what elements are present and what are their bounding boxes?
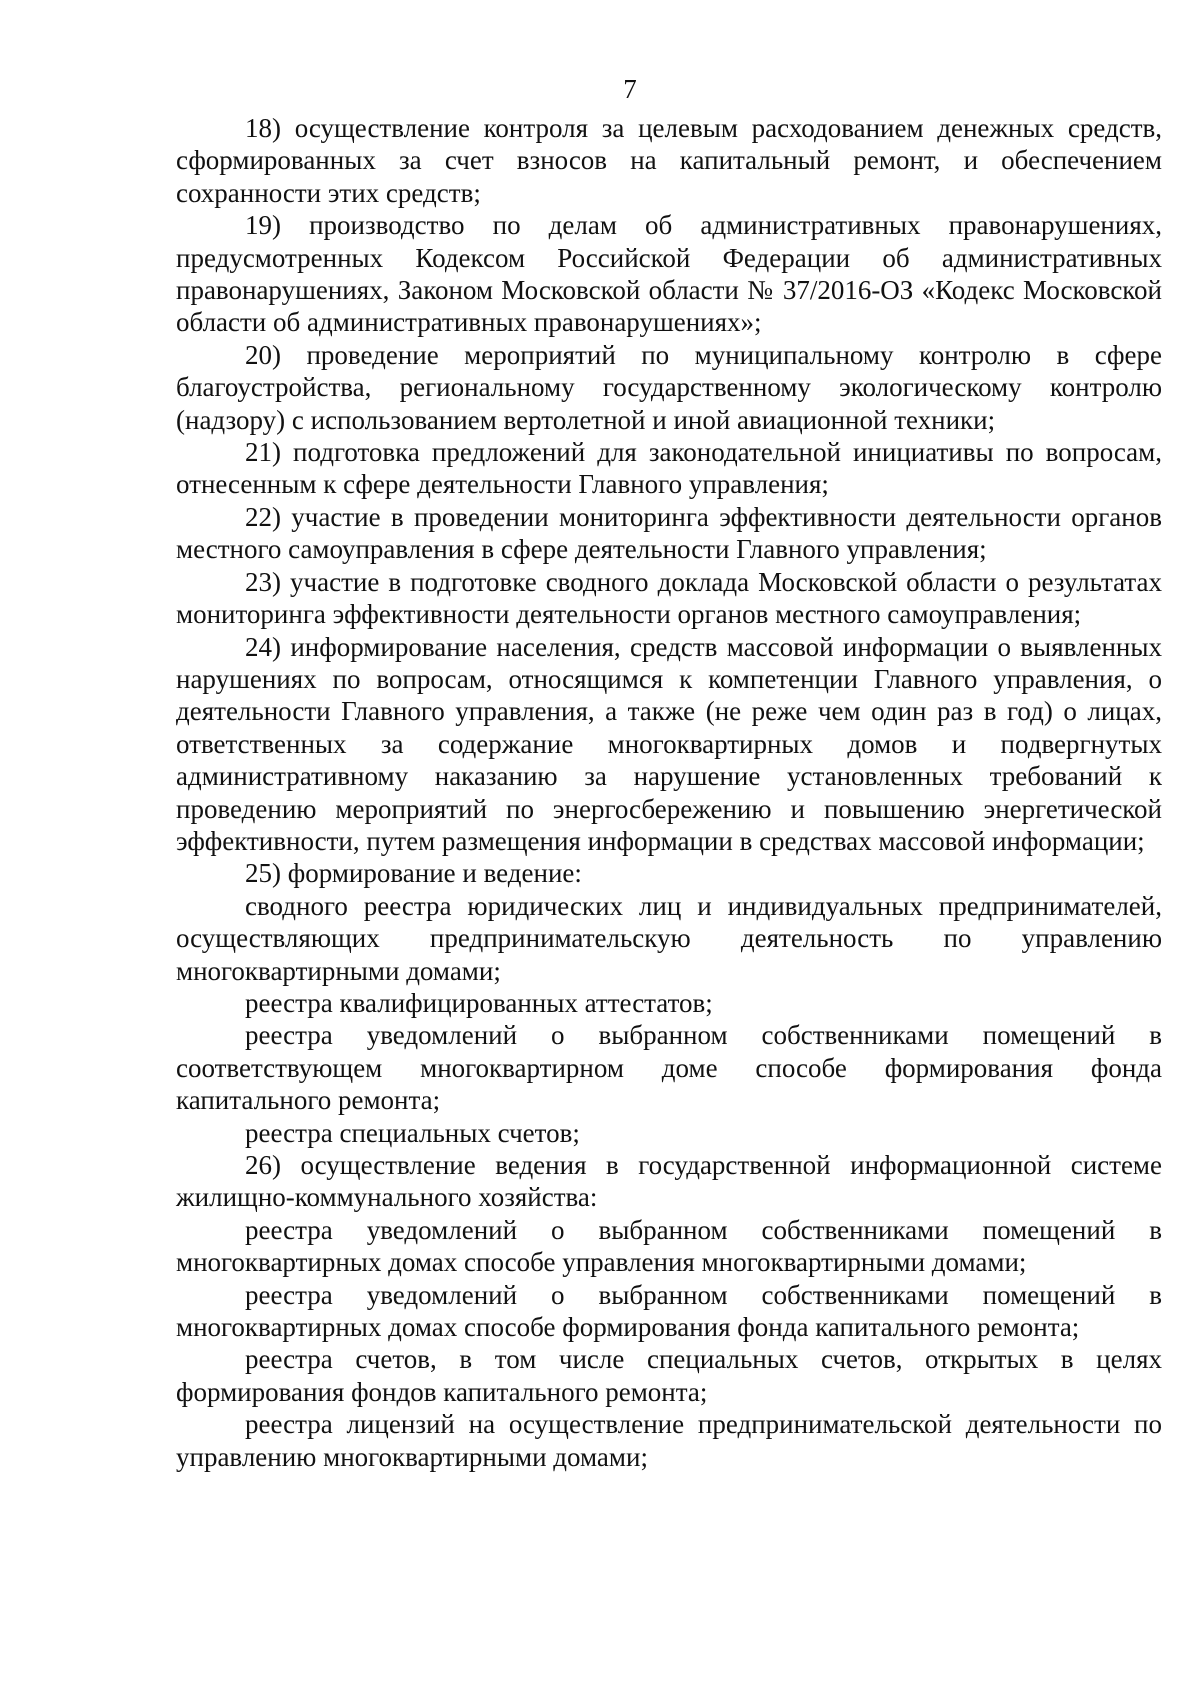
list-item-26: 26) осуществление ведения в государственной информационной системе жилищно-коммунального хозяйства: bbox=[176, 1150, 1162, 1213]
document-body bbox=[176, 112, 1162, 1473]
list-item-24: 24) информирование населения, средств массовой информации о выявленных нарушениях по вопросам, относящимся к компетенции Главного управления, о деятельности Главного управления, а также (не реже чем один раз в год) о лицах, ответственных за содержание многоквартирных домов и подвергнутых административному наказанию за нарушение установленных требований к проведению мероприятий по энергосбережению и повышению энергетической эффективности, путем размещения информации в средствах массовой информации; bbox=[176, 631, 1162, 856]
list-item-19: 19) производство по делам об административных правонарушениях, предусмотренных Кодексом Российской Федерации об административных правонарушениях, Законом Московской области № 37/2016-ОЗ «Кодекс Московской области об административных правонарушениях»; bbox=[176, 210, 1162, 338]
sub-item-management-notifications: реестра уведомлений о выбранном собственниками помещений в многоквартирных домах способе управления многоквартирными домами; bbox=[176, 1214, 1162, 1278]
list-item-22: 22) участие в проведении мониторинга эффективности деятельности органов местного самоуправления в сфере деятельности Главного управления; bbox=[176, 501, 1162, 565]
list-item-18: 18) осуществление контроля за целевым расходованием денежных средств, сформированных за счет взносов на капитальный ремонт, и обеспечением сохранности этих средств; bbox=[176, 113, 1162, 208]
sub-item-licenses-registry: реестра лицензий на осуществление предпринимательской деятельности по управлению многоквартирными домами; bbox=[176, 1409, 1162, 1472]
sub-item-special-accounts-registry: реестра специальных счетов; bbox=[245, 1117, 580, 1148]
sub-item-consolidated-registry: сводного реестра юридических лиц и индивидуальных предпринимателей, осуществляющих предпринимательскую деятельность по управлению многоквартирными домами; bbox=[176, 890, 1162, 986]
sub-item-notifications-registry: реестра уведомлений о выбранном собственниками помещений в соответствующем многоквартирном доме способе формирования фонда капитального ремонта; bbox=[176, 1020, 1162, 1116]
sub-item-certificates-registry: реестра квалифицированных аттестатов; bbox=[245, 987, 713, 1018]
page-number: 7 bbox=[623, 74, 637, 104]
sub-item-accounts-registry: реестра счетов, в том числе специальных счетов, открытых в целях формирования фондов капитального ремонта; bbox=[176, 1344, 1162, 1407]
list-item-25: 25) формирование и ведение: bbox=[245, 858, 582, 889]
list-item-20: 20) проведение мероприятий по муниципальному контролю в сфере благоустройства, региональному государственному экологическому контролю (надзору) с использованием вертолетной и иной авиационной техники; bbox=[176, 339, 1162, 435]
list-item-23: 23) участие в подготовке сводного доклада Московской области о результатах мониторинга эффективности деятельности органов местного самоуправления; bbox=[176, 566, 1162, 630]
list-item-21: 21) подготовка предложений для законодательной инициативы по вопросам, отнесенным к сфере деятельности Главного управления; bbox=[176, 437, 1162, 500]
sub-item-fund-notifications: реестра уведомлений о выбранном собственниками помещений в многоквартирных домах способе формирования фонда капитального ремонта; bbox=[176, 1279, 1162, 1343]
